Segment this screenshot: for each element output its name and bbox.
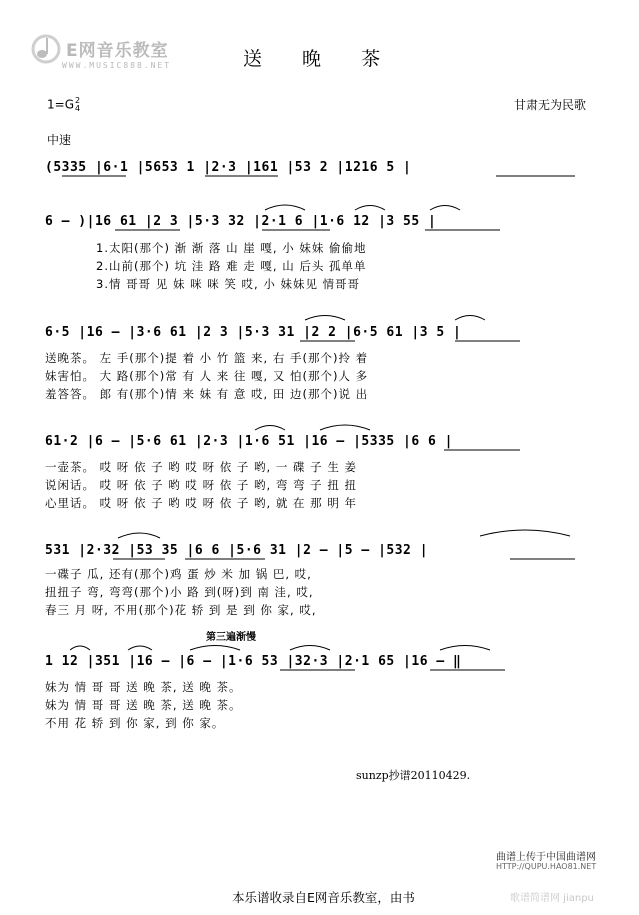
lyric-line: 3.情 哥哥 见 妹 咪 咪 笑 哎, 小 妹妹见 情哥哥 [96,277,361,291]
slur-mark [190,646,240,651]
slur-mark [70,646,90,650]
slur-mark [118,533,160,538]
slur-mark [455,316,485,321]
upload-url[interactable]: HTTP://QUPU.HAO81.NET [496,862,597,871]
lyric-line: 扭扭子 弯, 弯弯(那个)小 路 到(呀)到 南 洼, 哎, [45,585,314,599]
staff-line-4: 61·2 |6 – |5·6 61 |2·3 |1·6 51 |16 – |5335 |6 6 | [45,434,454,449]
lyric-line: 羞答答。 郎 有(那个)情 来 妹 有 意 哎, 田 边(那个)说 出 [45,387,369,401]
time-bottom: 4 [75,104,81,113]
lyric-line: 春三 月 呀, 不用(那个)花 轿 到 是 到 你 家, 哎, [45,603,317,617]
staff-line-2: 6 – )|16 61 |2 3 |5·3 32 |2·1 6 |1·6 12 |3 55 | [45,214,437,229]
lyric-line: 心里话。 哎 呀 依 子 哟 哎 呀 依 子 哟, 就 在 那 明 年 [45,496,357,510]
slur-mark [440,646,490,651]
slur-mark [305,316,345,321]
key-signature [47,97,80,113]
staff-line-5: 531 |2·32 |53 35 |6 6 |5·6 31 |2 – |5 – |532 | [45,543,429,558]
lyric-line: 妹害怕。 大 路(那个)常 有 人 来 往 嘎, 又 怕(那个)人 多 [45,369,369,383]
lyric-line: 一碟子 瓜, 还有(那个)鸡 蛋 炒 米 加 锅 巴, 哎, [45,567,312,581]
tempo-change-note: 第三遍渐慢 [206,632,256,643]
logo-name: E网音乐教室 [66,41,169,61]
song-source: 甘肃无为民歌 [514,98,587,112]
tempo-marking: 中速 [47,133,72,147]
lyric-line: 妹为 情 哥 哥 送 晚 茶, 送 晚 茶。 [45,698,242,712]
time-top: 2 [75,96,81,105]
slur-mark [255,426,285,431]
collection-note: 本乐谱收录自E网音乐教室，由书 [232,890,415,905]
staff-line-3: 6·5 |16 – |3·6 61 |2 3 |5·3 31 |2 2 |6·5 61 |3 5 | [45,325,462,340]
lyric-line: 一壶茶。 哎 呀 依 子 哟 哎 呀 依 子 哟, 一 碟 子 生 姜 [45,460,357,474]
lyric-line: 1.太阳(那个) 渐 渐 落 山 崖 嘎, 小 妹妹 偷偷地 [96,241,367,255]
music-note-icon [26,32,66,66]
lyric-line: 说闲话。 哎 呀 依 子 哟 哎 呀 依 子 哟, 弯 弯 子 扭 扭 [45,478,357,492]
staff-line-6: 1 12 |351 |16 – |6 – |1·6 53 |32·3 |2·1 65 |16 – ‖ [45,654,462,669]
time-signature [75,97,80,113]
slur-mark [290,646,330,651]
site-logo [22,28,187,80]
lyric-line: 不用 花 轿 到 你 家, 到 你 家。 [45,716,225,730]
slur-mark [355,206,385,211]
staff-line-1: (5335 |6·1 |5653 1 |2·3 |161 |53 2 |1216 5 | [45,160,412,175]
slur-mark [430,206,460,211]
upload-credit: 曲谱上传于中国曲谱网 [496,852,596,863]
page-title: 送 晚 茶 [243,48,398,70]
logo-url: WWW.MUSIC888.NET [62,61,172,70]
key-label: 1=G [47,97,74,112]
transcriber-signature: sunzp抄谱20110429. [356,769,471,782]
slur-mark [265,205,305,210]
site-watermark: 歌谱简谱网 jianpu [510,893,594,904]
slur-mark [480,530,570,536]
lyric-line: 送晚茶。 左 手(那个)提 着 小 竹 篮 来, 右 手(那个)拎 着 [45,351,369,365]
slur-mark [128,646,152,650]
slur-mark [320,425,370,430]
lyric-line: 2.山前(那个) 坑 洼 路 难 走 嘎, 山 后头 孤单单 [96,259,367,273]
lyric-line: 妹为 情 哥 哥 送 晚 茶, 送 晚 茶。 [45,680,242,694]
